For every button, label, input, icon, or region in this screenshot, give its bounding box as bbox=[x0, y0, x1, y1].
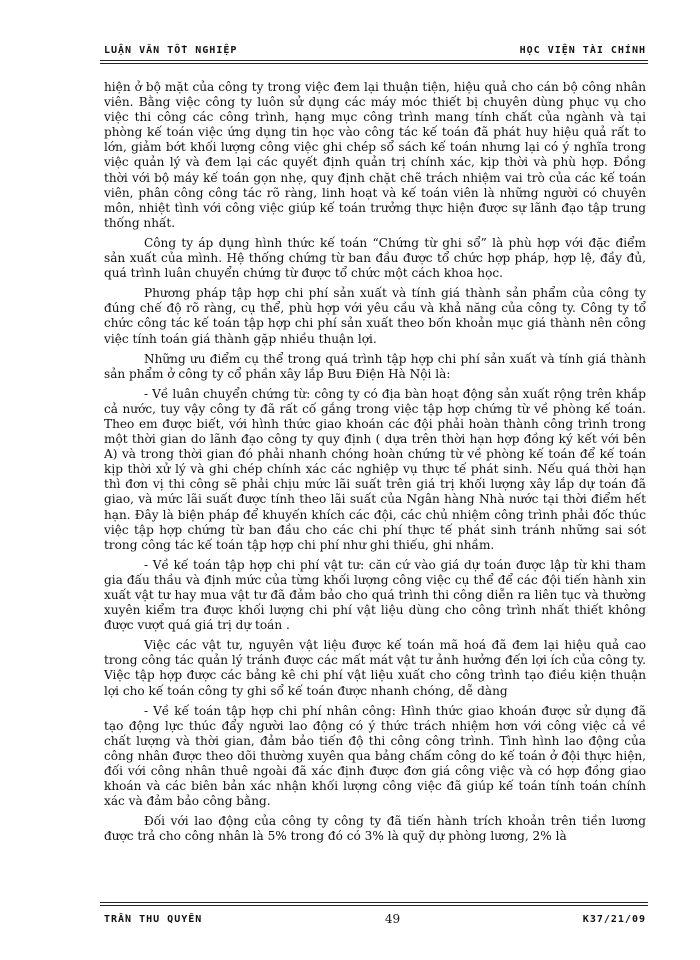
footer-rule bbox=[100, 902, 648, 906]
document-body bbox=[104, 80, 646, 850]
footer-class-code: K37/21/09 bbox=[582, 913, 646, 925]
header-rule bbox=[100, 60, 648, 64]
paragraph: Việc các vật tư, nguyên vật liệu được kế toán mã hoá đã đem lại hiệu quả cao trong công tác quản lý tránh được các mất mát vật tư ảnh hưởng đến lợi ích của công ty. Việc tập hợp được các bảng kê chi phí vật liệu xuất cho công trình tạo điều kiện thuận lợi cho kế toán công ty ghi sổ kế toán được nhanh chóng, dễ dàng bbox=[104, 638, 646, 698]
paragraph: Phương pháp tập hợp chi phí sản xuất và tính giá thành sản phẩm của công ty đúng chế độ rõ ràng, cụ thể, phù hợp với yêu cầu và khả năng của công ty. Công ty tổ chức công tác kế toán tập hợp chi phí sản xuất theo bốn khoản mục giá thành nên công việc tính toán giá thành gặp nhiều thuận lợi. bbox=[104, 286, 646, 346]
paragraph: Công ty áp dụng hình thức kế toán “Chứng từ ghi sổ” là phù hợp với đặc điểm sản xuất của mình. Hệ thống chứng từ ban đầu được tổ chức hợp pháp, hợp lệ, đầy đủ, quá trình luân chuyển chứng từ được tổ chức một cách khoa học. bbox=[104, 235, 646, 281]
paragraph: - Về kế toán tập hợp chi phí vật tư: căn cứ vào giá dự toán được lập từ khi tham gia đấu thầu và định mức của từng khối lượng công việc cụ thể để các đội tiến hành xin xuất vật tư hay mua vật tư đã đảm bảo cho quá trình thi công diễn ra liên tục và thường xuyên kiểm tra được khối lượng chi phí vật liệu dùng cho công trình nhất thiết không được vượt quá giá trị dự toán . bbox=[104, 557, 646, 633]
header-left-text: LUẬN VĂN TỐT NGHIỆP bbox=[104, 45, 238, 56]
paragraph: hiện ở bộ mặt của công ty trong việc đem lại thuận tiện, hiệu quả cho cán bộ công nhân viên. Bằng việc công ty luôn sử dụng các máy móc thiết bị chuyên dùng phục vụ cho việc thi công các công trình, hạng mục công trình mang tính chất của ngành và tại phòng kế toán việc ứng dụng tin học vào công tác kế toán đã phát huy hiệu quả rất to lớn, giảm bớt khối lượng công việc ghi chép sổ sách kế toán nhưng lại có ý nghĩa trong việc quản lý và đem lại các quyết định quản trị chính xác, kịp thời và phù hợp. Đồng thời với bộ máy kế toán gọn nhẹ, quy định chặt chẽ trách nhiệm vai trò của các kế toán viên, phân công công tác rõ ràng, linh hoạt và kế toán viên là những người có chuyên môn, nhiệt tình với công việc giúp kế toán trưởng thực hiện được sự lãnh đạo tập trung thống nhất. bbox=[104, 80, 646, 230]
paragraph: Đối với lao động của công ty công ty đã tiến hành trích khoản trên tiền lương được trả cho công nhân là 5% trong đó có 3% là quỹ dự phòng lương, 2% là bbox=[104, 814, 646, 844]
page-number: 49 bbox=[384, 912, 401, 926]
page-footer bbox=[104, 910, 646, 928]
footer-author: TRẦN THU QUYÊN bbox=[104, 913, 203, 925]
page-header bbox=[104, 38, 646, 56]
paragraph: Những ưu điểm cụ thể trong quá trình tập hợp chi phí sản xuất và tính giá thành sản phẩm ở công ty cổ phần xây lắp Bưu Điện Hà Nội là: bbox=[104, 351, 646, 381]
paragraph: - Về kế toán tập hợp chi phí nhân công: Hình thức giao khoán được sử dụng đã tạo động lực thúc đẩy người lao động có ý thức trách nhiệm hơn với công việc cả về chất lượng và thời gian, đảm bảo tiến độ thi công công trình. Tình hình lao động của công nhân được theo dõi thường xuyên qua bảng chấm công do kế toán ở đội thực hiện, đối với công nhân thuê ngoài đã xác định được đơn giá công việc và có hợp đồng giao khoán và các biên bản xác nhận khối lượng công việc đã giúp kế toán tính toán chính xác và đảm bảo công bằng. bbox=[104, 703, 646, 809]
header-right-text: HỌC VIỆN TÀI CHÍNH bbox=[519, 45, 646, 56]
paragraph: - Về luân chuyển chứng từ: công ty có địa bàn hoạt động sản xuất rộng trên khắp cả nước, tuy vậy công ty đã rất cố gắng trong việc tập hợp chứng từ về phòng kế toán. Theo em được biết, với hình thức giao khoán các đội phải hoàn thành công trình trong một thời gian do lãnh đạo công ty quy định ( dựa trên thời hạn hợp đồng ký kết với bên A) và trong thời gian đó phải nhanh chóng hoàn chứng từ về phòng kế toán để kế toán kịp thời xử lý và ghi chép chính xác các nghiệp vụ thực tế phát sinh. Nếu quá thời hạn thì đơn vị thi công sẽ phải chịu mức lãi suất trên giá trị khối lượng xây lắp dự toán đã giao, và mức lãi suất được tính theo lãi suất của Ngân hàng Nhà nước tại thời điểm hết hạn. Đây là biện pháp để khuyến khích các đội, các chủ nhiệm công trình phải đốc thúc việc tập hợp chứng từ ban đầu cho các chi phí thực tế phát sinh tránh những sai sót trong công tác kế toán tập hợp chi phí như ghi thiếu, ghi nhầm. bbox=[104, 386, 646, 552]
